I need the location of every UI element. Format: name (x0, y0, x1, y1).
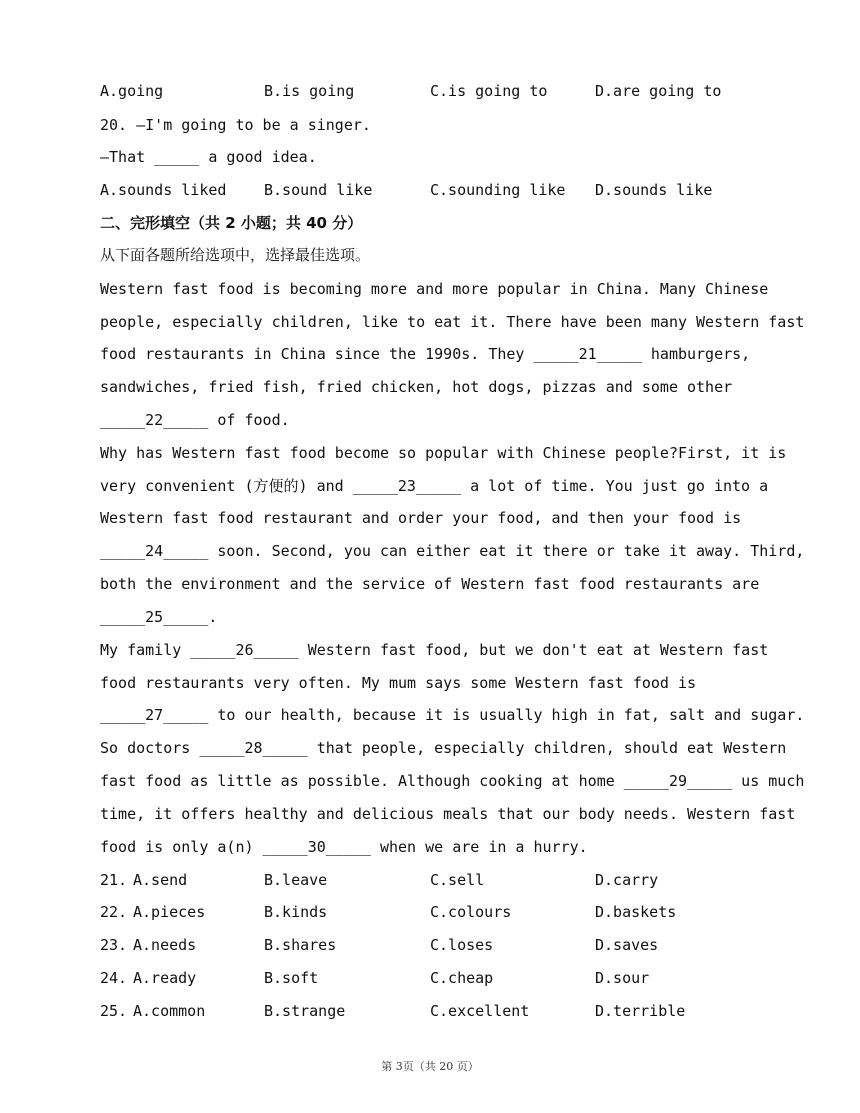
q20-stem: 20. —I'm going to be a singer. (100, 116, 371, 134)
section-instruction: 从下面各题所给选项中，选择最佳选项。 (100, 246, 371, 264)
option-b: B.strange (264, 1002, 346, 1020)
passage-line: time, it offers healthy and delicious meals that our body needs. Western fast (100, 805, 796, 823)
option-c: C.cheap (430, 969, 494, 987)
passage-line: both the environment and the service of Western fast food restaurants are (100, 575, 760, 593)
q20-reply: —That _____ a good idea. (100, 148, 317, 166)
page-footer: 第 3页（共 20 页） (381, 1060, 479, 1073)
option-d: D.baskets (595, 903, 677, 921)
passage-line: very convenient (方便的) and _____23_____ a lot of time. You just go into a (100, 477, 769, 495)
passage-line: food restaurants very often. My mum says some Western fast food is (100, 674, 697, 692)
option-a: A.pieces (133, 903, 206, 921)
passage-line: So doctors _____28_____ that people, especially children, should eat Western (100, 739, 787, 757)
option-d: D.sour (595, 969, 650, 987)
question-number: 24. (100, 969, 128, 987)
option-b: B.shares (264, 936, 337, 954)
option-c: C.sounding like (430, 181, 566, 199)
passage-line: Western fast food restaurant and order your food, and then your food is (100, 509, 742, 527)
section-title: 二、完形填空（共 2 小题；共 40 分） (100, 214, 363, 232)
option-d: D.carry (595, 871, 659, 889)
passage-line: Why has Western fast food become so popular with Chinese people?First, it is (100, 444, 787, 462)
option-a: A.ready (133, 969, 197, 987)
passage-line: Western fast food is becoming more and more popular in China. Many Chinese (100, 280, 769, 298)
passage-line: _____25_____. (100, 608, 218, 626)
question-number: 23. (100, 936, 128, 954)
option-a: A.going (100, 82, 164, 100)
passage-line: sandwiches, fried fish, fried chicken, hot dogs, pizzas and some other (100, 378, 733, 396)
question-number: 21. (100, 871, 128, 889)
option-a: A.needs (133, 936, 197, 954)
passage-line: _____24_____ soon. Second, you can either eat it there or take it away. Third, (100, 542, 805, 560)
passage-line: fast food as little as possible. Although cooking at home _____29_____ us much (100, 772, 805, 790)
passage-line: people, especially children, like to eat it. There have been many Western fast (100, 313, 805, 331)
question-number: 22. (100, 903, 128, 921)
option-c: C.excellent (430, 1002, 530, 1020)
option-d: D.saves (595, 936, 659, 954)
option-c: C.is going to (430, 82, 548, 100)
passage-line: My family _____26_____ Western fast food, but we don't eat at Western fast (100, 641, 769, 659)
passage-line: _____27_____ to our health, because it is usually high in fat, salt and sugar. (100, 706, 805, 724)
option-b: B.leave (264, 871, 328, 889)
passage-line: food is only a(n) _____30_____ when we are in a hurry. (100, 838, 588, 856)
option-d: D.are going to (595, 82, 722, 100)
option-b: B.kinds (264, 903, 328, 921)
option-b: B.sound like (264, 181, 373, 199)
question-number: 25. (100, 1002, 128, 1020)
option-c: C.colours (430, 903, 512, 921)
option-a: A.send (133, 871, 188, 889)
option-d: D.sounds like (595, 181, 713, 199)
option-b: B.is going (264, 82, 355, 100)
option-d: D.terrible (595, 1002, 686, 1020)
option-b: B.soft (264, 969, 319, 987)
option-a: A.sounds liked (100, 181, 227, 199)
option-c: C.sell (430, 871, 485, 889)
passage-line: _____22_____ of food. (100, 411, 290, 429)
option-c: C.loses (430, 936, 494, 954)
passage-line: food restaurants in China since the 1990s. They _____21_____ hamburgers, (100, 345, 751, 363)
option-a: A.common (133, 1002, 206, 1020)
